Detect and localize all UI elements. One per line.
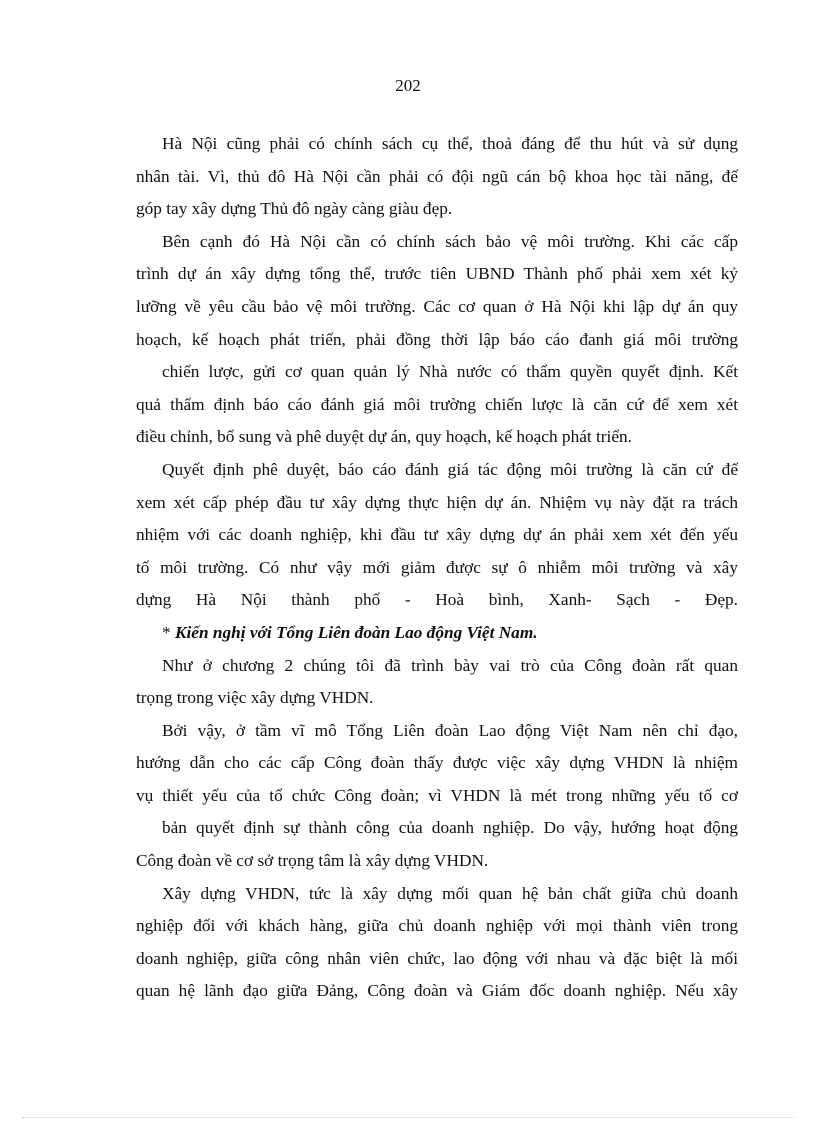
text-line: Quyết định phê duyệt, báo cáo đánh giá tác động môi trường là căn cứ để bbox=[162, 459, 738, 479]
text-line: xem xét cấp phép đầu tư xây dựng thực hiện dự án. Nhiệm vụ này đặt ra trách bbox=[136, 492, 738, 512]
text-line: điều chỉnh, bổ sung và phê duyệt dự án, quy hoạch, kế hoạch phát triển. bbox=[136, 427, 632, 447]
text-line: góp tay xây dựng Thủ đô ngày càng giàu đẹp. bbox=[136, 199, 453, 219]
text-line: bản quyết định sự thành công của doanh nghiệp. Do vậy, hướng hoạt động bbox=[162, 818, 738, 838]
text-line: Hà Nội cũng phải có chính sách cụ thể, thoả đáng để thu hút và sử dụng bbox=[162, 134, 738, 153]
heading-star: * bbox=[162, 622, 175, 642]
section-heading: * Kiến nghị với Tổng Liên đoàn Lao động Việt Nam. bbox=[162, 622, 538, 642]
text-line: chiến lược, gửi cơ quan quản lý Nhà nước có thẩm quyền quyết định. Kết bbox=[162, 362, 738, 382]
text-line: hướng dẫn cho các cấp Công đoàn thấy được việc xây dựng VHDN là nhiệm bbox=[136, 753, 738, 773]
text-line: doanh nghiệp, giữa công nhân viên chức, lao động với nhau và đặc biệt là mối bbox=[136, 948, 738, 968]
text-line: Bởi vậy, ở tầm vĩ mô Tổng Liên đoàn Lao động Việt Nam nên chỉ đạo, bbox=[162, 720, 738, 740]
text-line: tố môi trường. Có như vậy mới giảm được sự ô nhiễm môi trường và xây bbox=[136, 557, 738, 577]
text-line: hoạch, kế hoạch phát triển, phải đồng thời lập báo cáo đanh giá môi trường bbox=[136, 329, 738, 349]
text-line: quan hệ lãnh đạo giữa Đảng, Công đoàn và Giám đốc doanh nghiệp. Nếu xây bbox=[136, 981, 738, 1001]
text-line: lưỡng về yêu cầu bảo vệ môi trường. Các cơ quan ở Hà Nội khi lập dự án quy bbox=[136, 296, 738, 316]
text-line: vụ thiết yếu của tổ chức Công đoàn; vì VHDN là mét trong những yếu tố cơ bbox=[136, 785, 738, 805]
text-line: dựng Hà Nội thành phố - Hoà bình, Xanh- Sạch - Đẹp. bbox=[136, 590, 738, 610]
text-line: nhiệm với các doanh nghiệp, khi đầu tư xây dựng dự án phải xem xét đến yếu bbox=[136, 525, 738, 545]
text-line: Xây dựng VHDN, tức là xây dựng mối quan hệ bản chất giữa chủ doanh bbox=[162, 883, 738, 903]
page-bottom-rule bbox=[22, 1117, 794, 1118]
text-line: trọng trong việc xây dựng VHDN. bbox=[136, 688, 374, 708]
text-line: quả thẩm định báo cáo đánh giá môi trường chiến lược là căn cứ để xem xét bbox=[136, 394, 738, 414]
text-line: Bên cạnh đó Hà Nội cần có chính sách bảo vệ môi trường. Khi các cấp bbox=[162, 231, 738, 251]
text-line: nghiệp đối với khách hàng, giữa chủ doanh nghiệp với mọi thành viên trong bbox=[136, 916, 738, 936]
text-line: Như ở chương 2 chúng tôi đã trình bày vai trò của Công đoàn rất quan bbox=[162, 655, 738, 675]
text-line: Công đoàn về cơ sở trọng tâm là xây dựng VHDN. bbox=[136, 851, 489, 871]
text-line: trình dự án xây dựng tổng thể, trước tiên UBND Thành phố phải xem xét kỷ bbox=[136, 264, 738, 284]
page-number: 202 bbox=[395, 76, 421, 95]
body-text bbox=[136, 128, 738, 1008]
text-line: nhân tài. Vì, thủ đô Hà Nội cần phải có đội ngũ cán bộ khoa học tài năng, để bbox=[136, 166, 738, 186]
